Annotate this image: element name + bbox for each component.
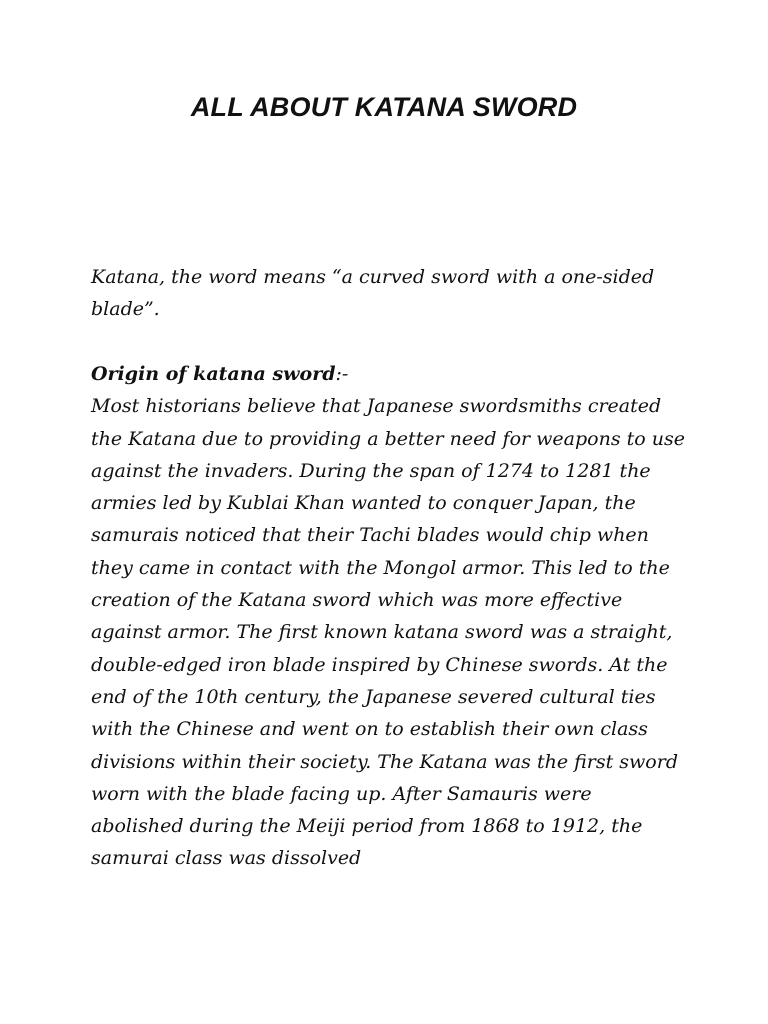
document-title: ALL ABOUT KATANA SWORD	[190, 92, 578, 122]
intro-paragraph: Katana, the word means “a curved sword with a one-sided blade”.	[91, 266, 655, 321]
origin-paragraph: Most historians believe that Japanese swordsmiths created the Katana due to providing a better need for weapons to use against the invaders. During the span of 1274 to 1281 the armies led by Kublai Khan wanted to conquer Japan, the samurais noticed that their Tachi blades would chip when they came in contact with the Mongol armor. This led to the creation of the Katana sword which was more effective against armor. The first known katana sword was a straight, double-edged iron blade inspired by Chinese swords. At the end of the 10th century, the Japanese severed cultural ties with the Chinese and went on to establish their own class divisions within their society. The Katana was the first sword worn with the blade facing up. After Samauris were abolished during the Meiji period from 1868 to 1912, the samurai class was dissolved	[91, 395, 685, 870]
origin-section	[91, 358, 687, 875]
origin-heading-suffix: :-	[335, 363, 349, 385]
origin-heading	[91, 358, 687, 390]
origin-heading-text: Origin of katana sword	[91, 363, 336, 385]
